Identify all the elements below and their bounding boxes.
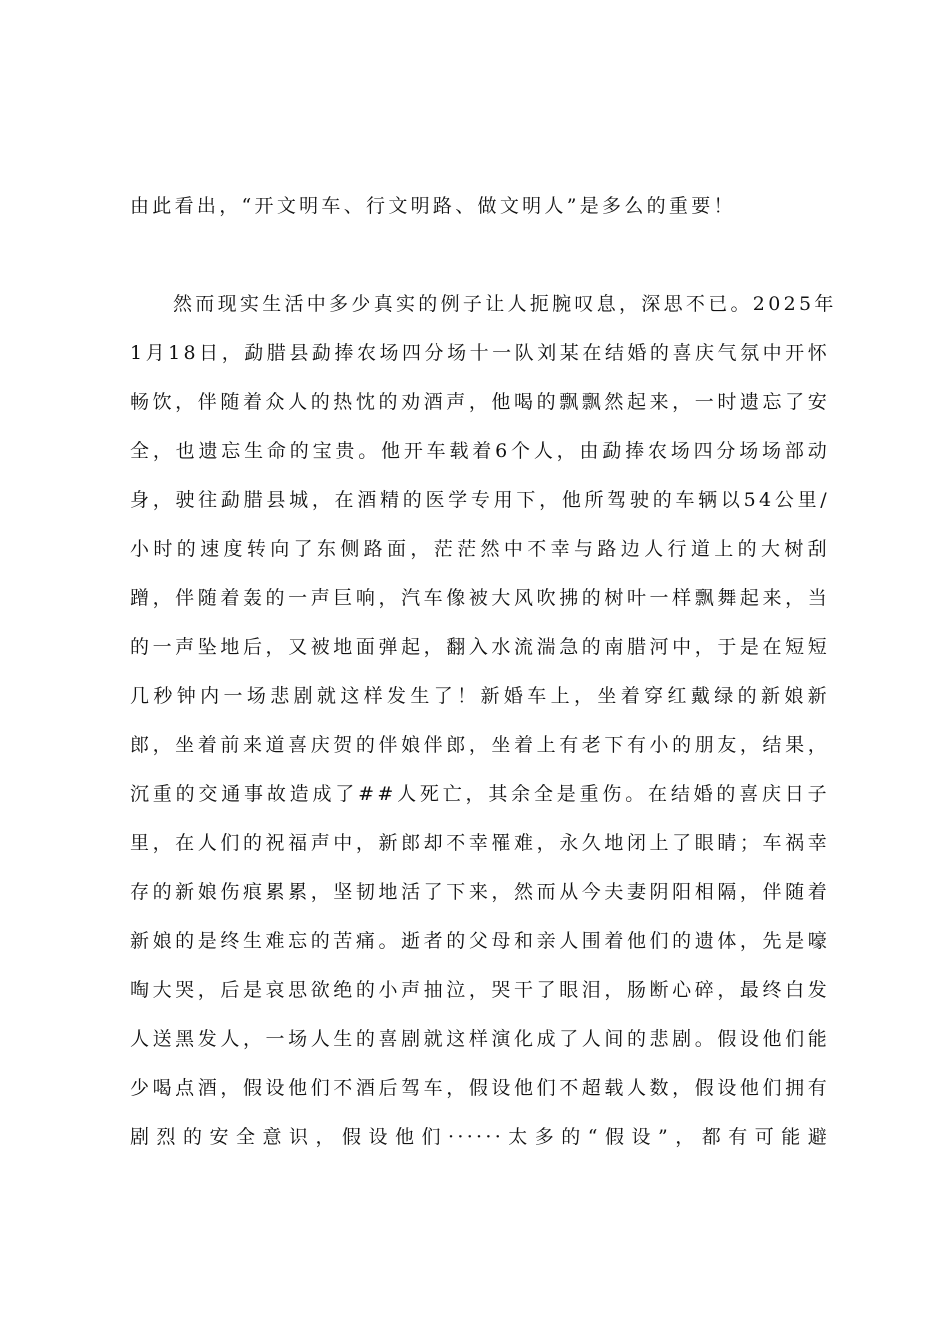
paragraph-line: 的一声坠地后，又被地面弹起，翻入水流湍急的南腊河中，于是在短短: [130, 636, 830, 658]
paragraph-line: 郎，坐着前来道喜庆贺的伴娘伴郎，坐着上有老下有小的朋友，结果，: [130, 734, 830, 756]
paragraph-line: 小时的速度转向了东侧路面，茫茫然中不幸与路边人行道上的大树刮: [130, 538, 830, 560]
paragraph-line: 存的新娘伤痕累累，坚韧地活了下来，然而从今夫妻阴阳相隔，伴随着: [130, 881, 830, 903]
paragraph-line: 新娘的是终生难忘的苦痛。逝者的父母和亲人围着他们的遗体，先是嚎: [130, 930, 830, 952]
paragraph-line: 全，也遗忘生命的宝贵。他开车载着6个人，由勐捧农场四分场场部动: [130, 440, 830, 462]
paragraph-line: 几秒钟内一场悲剧就这样发生了！新婚车上，坐着穿红戴绿的新娘新: [130, 685, 830, 707]
paragraph-line: 里，在人们的祝福声中，新郎却不幸罹难，永久地闭上了眼睛；车祸幸: [130, 832, 830, 854]
paragraph-line: 沉重的交通事故造成了##人死亡，其余全是重伤。在结婚的喜庆日子: [130, 783, 830, 805]
paragraph-line: 啕大哭，后是哀思欲绝的小声抽泣，哭干了眼泪，肠断心碎，最终白发: [130, 979, 830, 1001]
paragraph-line: 1月18日，勐腊县勐捧农场四分场十一队刘某在结婚的喜庆气氛中开怀: [130, 342, 830, 364]
paragraph-line: 畅饮，伴随着众人的热忱的劝酒声，他喝的飘飘然起来，一时遗忘了安: [130, 391, 830, 413]
summary-line: 由此看出，“开文明车、行文明路、做文明人”是多么的重要！: [130, 195, 736, 217]
paragraph-line: 人送黑发人，一场人生的喜剧就这样演化成了人间的悲剧。假设他们能: [130, 1028, 830, 1050]
paragraph-line: 剧烈的安全意识，假设他们······太多的“假设”，都有可能避: [130, 1126, 830, 1148]
paragraph-line: 身，驶往勐腊县城，在酒精的医学专用下，他所驾驶的车辆以54公里/: [130, 489, 830, 511]
paragraph-line: 少喝点酒，假设他们不酒后驾车，假设他们不超载人数，假设他们拥有: [130, 1077, 830, 1099]
paragraph-line: 然而现实生活中多少真实的例子让人扼腕叹息，深思不已。2025年: [173, 293, 837, 315]
paragraph-line: 蹭，伴随着轰的一声巨响，汽车像被大风吹拂的树叶一样飘舞起来，当: [130, 587, 830, 609]
